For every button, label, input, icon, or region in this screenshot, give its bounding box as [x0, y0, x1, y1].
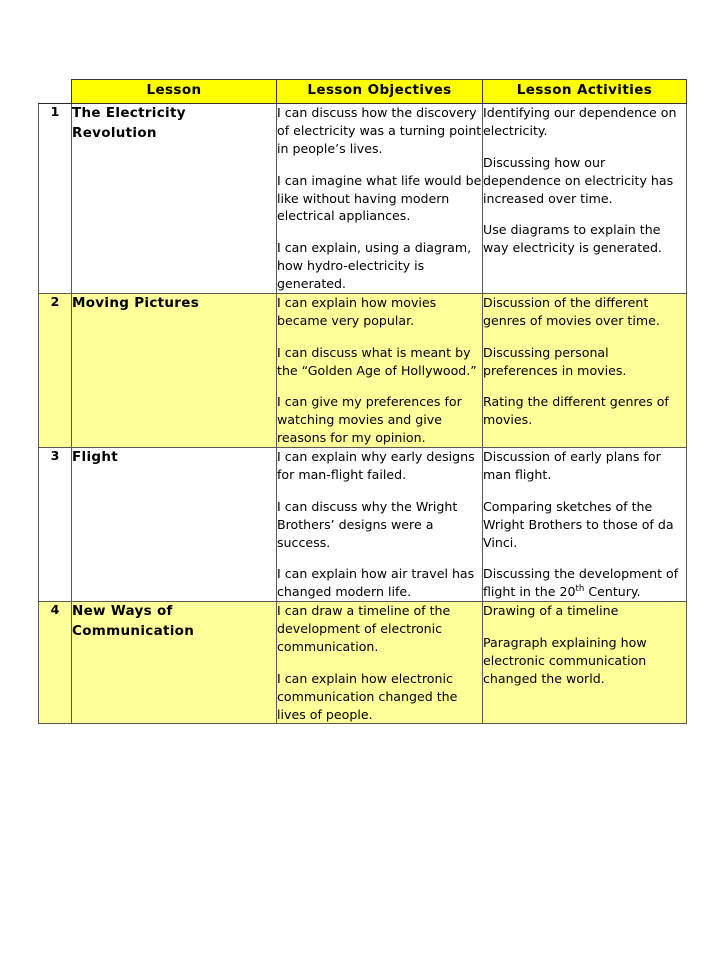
objective-item: I can discuss how the discovery of electricity was a turning point in people’s lives. [277, 105, 482, 156]
header-lesson-activities: Lesson Activities [483, 80, 687, 104]
activity-item: Discussing personal preferences in movies. [483, 344, 627, 378]
header-lesson-objectives: Lesson Objectives [277, 80, 483, 104]
header-corner-blank [39, 80, 72, 104]
table-row [39, 293, 687, 447]
lesson-objectives [277, 448, 483, 602]
activity-item: Discussion of early plans for man flight. [483, 449, 661, 482]
objective-item: I can draw a timeline of the development of electronic communication. [277, 603, 451, 654]
objective-item: I can discuss why the Wright Brothers’ designs were a success. [277, 498, 458, 550]
activity-item: Rating the different genres of movies. [483, 394, 669, 428]
objective-item: I can explain why early designs for man-flight failed. [277, 449, 475, 482]
lesson-title-line: Revolution [72, 124, 157, 141]
lesson-objectives [277, 602, 483, 724]
objective-item: I can discuss what is meant by the “Golden Age of Hollywood.” [277, 344, 477, 378]
activity-item: Use diagrams to explain the way electricity is generated. [483, 222, 662, 256]
lesson-title [72, 602, 277, 724]
table-row [39, 448, 687, 602]
lesson-title-line: New Ways of [72, 603, 173, 620]
lesson-number: 2 [39, 293, 72, 447]
lesson-title-line: Communication [72, 622, 195, 639]
objective-item: I can explain, using a diagram, how hydro-electricity is generated. [277, 240, 472, 291]
lesson-activities [483, 448, 687, 602]
objective-item: I can explain how air travel has changed modern life. [277, 566, 475, 600]
activity-ordinal-prefix: Discussing the development of flight in the 20 [483, 566, 679, 600]
lesson-activities [483, 293, 687, 447]
lesson-title-line: The Electricity [72, 105, 186, 121]
activity-item: Paragraph explaining how electronic communication changed the world. [483, 635, 647, 686]
lesson-title-line: Flight [72, 449, 119, 465]
activity-ordinal-suffix: Century. [584, 584, 641, 600]
objective-item: I can give my preferences for watching movies and give reasons for my opinion. [277, 394, 462, 446]
lesson-objectives [277, 104, 483, 294]
objective-item: I can explain how electronic communication changed the lives of people. [277, 670, 458, 722]
activity-item: Discussing how our dependence on electricity has increased over time. [483, 154, 674, 206]
objective-item: I can imagine what life would be like without having modern electrical appliances. [277, 172, 482, 224]
lesson-plan-table [38, 79, 687, 724]
activity-item: Drawing of a timeline [483, 603, 619, 619]
ordinal-suffix-icon: th [575, 584, 585, 595]
lesson-title-line: Moving Pictures [72, 294, 200, 311]
lesson-number: 4 [39, 602, 72, 724]
table-row [39, 602, 687, 724]
table-header-row [39, 80, 687, 104]
header-lesson: Lesson [72, 80, 277, 104]
activity-item: Discussion of the different genres of movies over time. [483, 294, 660, 328]
activity-item: Identifying our dependence on electricity. [483, 105, 677, 138]
activity-item-ordinal [483, 565, 686, 601]
lesson-number: 3 [39, 448, 72, 602]
table-row [39, 104, 687, 294]
lesson-title [72, 448, 277, 602]
activity-item: Comparing sketches of the Wright Brothers to those of da Vinci. [483, 498, 674, 550]
lesson-objectives [277, 293, 483, 447]
objective-item: I can explain how movies became very popular. [277, 294, 437, 328]
lesson-title [72, 293, 277, 447]
lesson-number: 1 [39, 104, 72, 294]
lesson-title [72, 104, 277, 294]
lesson-activities [483, 104, 687, 294]
lesson-activities [483, 602, 687, 724]
